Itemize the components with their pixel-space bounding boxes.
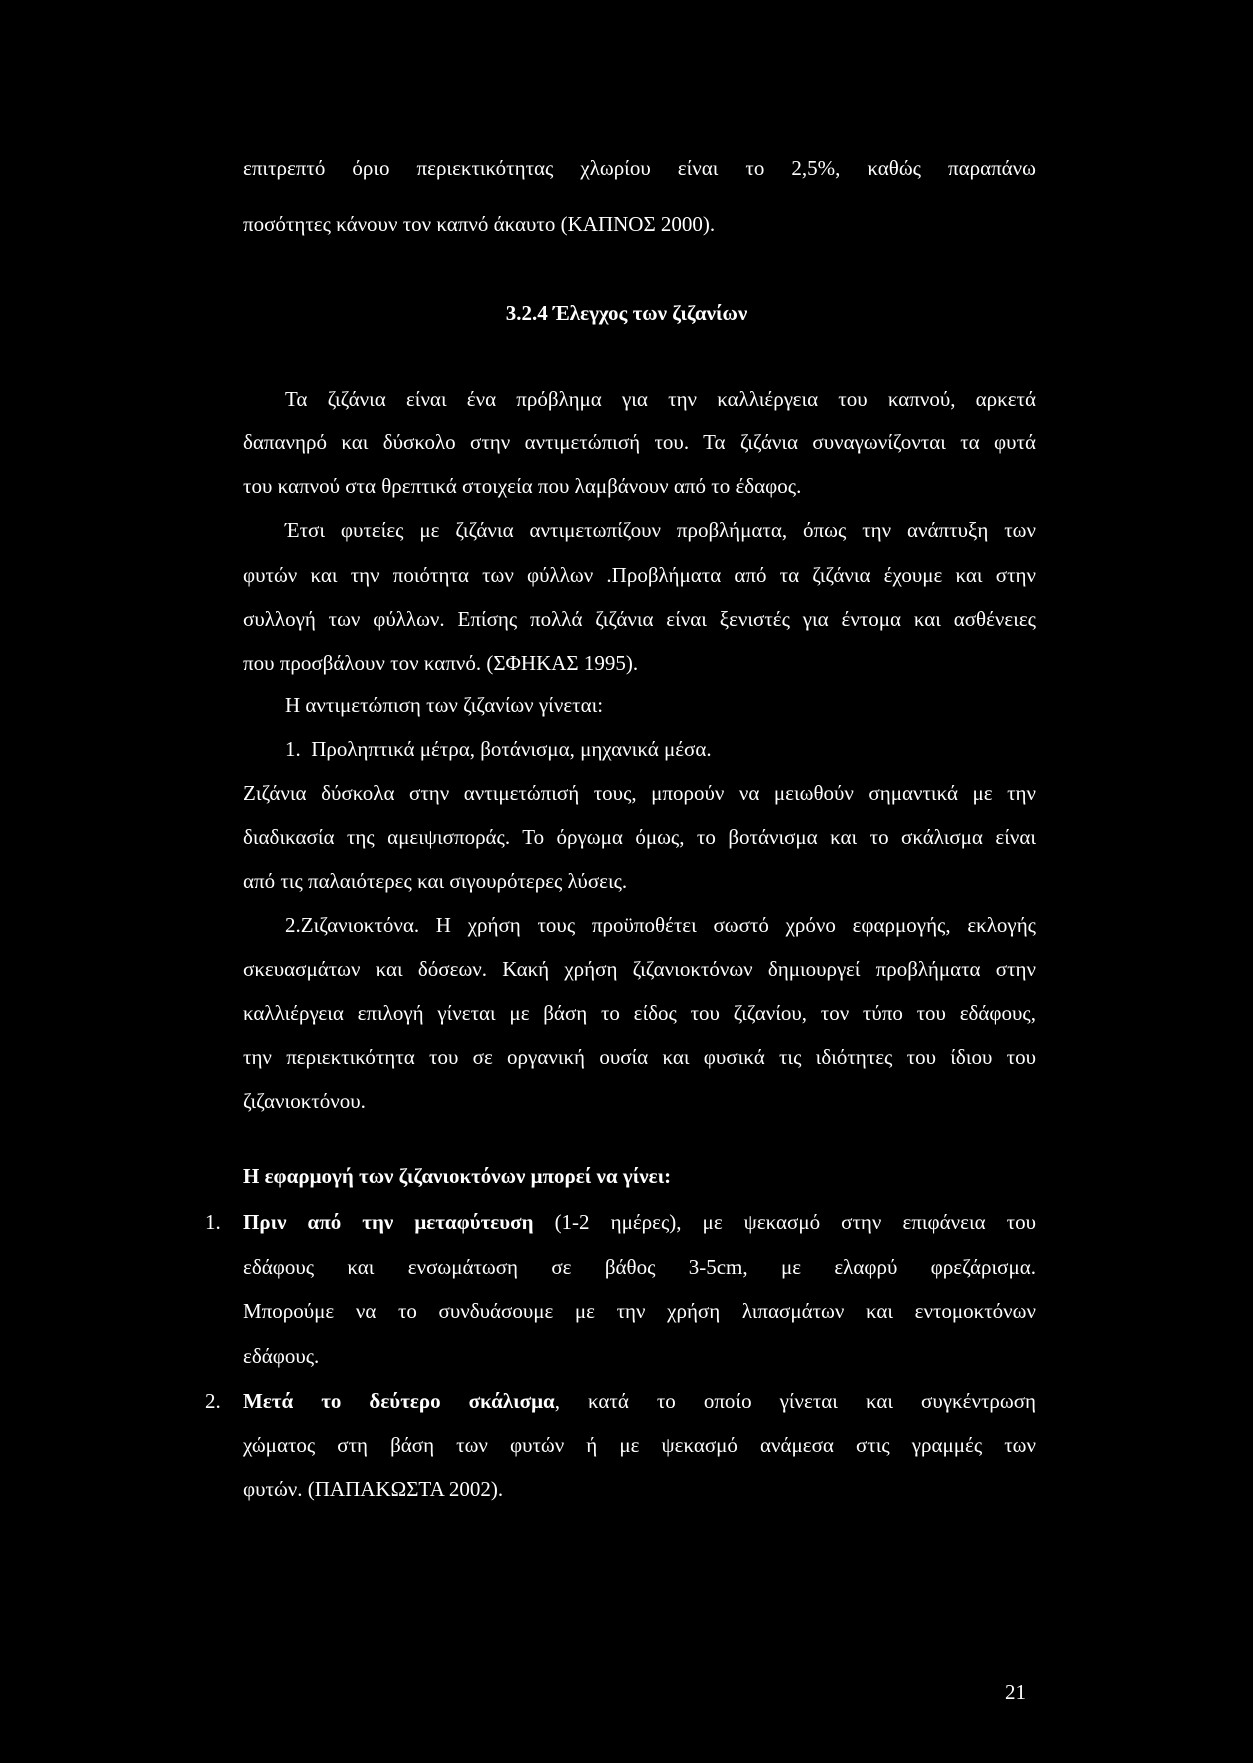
list-item-1-line2: εδάφους και ενσωμάτωση σε βάθος 3-5cm, με ελαφρύ φρεζάρισμα. — [243, 1255, 1036, 1279]
list-item-1-line1-rest: (1-2 ημέρες), με ψεκασμό στην επιφάνεια του — [533, 1210, 1036, 1234]
paragraph1-line2: ποσότητες κάνουν τον καπνό άκαυτο (ΚΑΠΝΟΣ 2000). — [243, 212, 716, 236]
page-number: 21 — [1005, 1680, 1026, 1704]
paragraph4-line1: Ζιζάνια δύσκολα στην αντιμετώπισή τους, μπορούν να μειωθούν σημαντικά με την — [243, 781, 1036, 805]
list-item-1-line4: εδάφους. — [243, 1344, 320, 1368]
paragraph2-line1 — [243, 387, 1036, 412]
list-item-2-line2: χώματος στη βάση των φυτών ή με ψεκασμό ανάμεσα στις γραμμές των — [243, 1433, 1036, 1457]
paragraph2-line3: του καπνού στα θρεπτικά στοιχεία που λαμβάνουν από το έδαφος. — [243, 474, 802, 498]
list-item-1-line1 — [243, 1210, 1036, 1235]
paragraph3-line3: συλλογή των φύλλων. Επίσης πολλά ζιζάνια είναι ξενιστές για έντομα και ασθένειες — [243, 607, 1036, 631]
paragraph3-line4: που προσβάλουν τον καπνό. (ΣΦΗΚΑΣ 1995). — [243, 651, 639, 675]
list-item-2-line1 — [243, 1389, 1036, 1414]
paragraph5-line1: 2.Ζιζανιοκτόνα. Η χρήση τους προϋποθέτει σωστό χρόνο εφαρμογής, εκλογής — [285, 913, 1036, 937]
list-item-1-line3: Μπορούμε να το συνδυάσουμε με την χρήση λιπασμάτων και εντομοκτόνων — [243, 1299, 1036, 1323]
paragraph4-line3: από τις παλαιότερες και σιγουρότερες λύσεις. — [243, 869, 628, 893]
list-item-2-line1-rest: , κατά το οποίο γίνεται και συγκέντρωση — [554, 1389, 1036, 1413]
treatment-intro: Η αντιμετώπιση των ζιζανίων γίνεται: — [285, 693, 604, 717]
list-item-2-number: 2. — [205, 1389, 221, 1413]
list-item-2-line3: φυτών. (ΠΑΠΑΚΩΣΤΑ 2002). — [243, 1477, 504, 1501]
list-item-2-bold: Μετά το δεύτερο σκάλισμα — [243, 1389, 555, 1413]
paragraph5-line3: καλλιέργεια επιλογή γίνεται με βάση το είδος του ζιζανίου, τον τύπο του εδάφους, — [243, 1001, 1036, 1025]
paragraph5-line5: ζιζανιοκτόνου. — [243, 1089, 366, 1113]
paragraph2-line1-text: Τα ζιζάνια είναι ένα πρόβλημα για την καλλιέργεια του καπνού, αρκετά — [285, 387, 1036, 411]
paragraph3-line1: Έτσι φυτείες με ζιζάνια αντιμετωπίζουν προβλήματα, όπως την ανάπτυξη των — [285, 518, 1036, 542]
paragraph4-line2: διαδικασία της αμειψισποράς. Το όργωμα όμως, το βοτάνισμα και το σκάλισμα είναι — [243, 825, 1036, 849]
paragraph3-line2: φυτών και την ποιότητα των φύλλων .Προβλήματα από τα ζιζάνια έχουμε και στην — [243, 563, 1036, 587]
paragraph5-line2: σκευασμάτων και δόσεων. Κακή χρήση ζιζανιοκτόνων δημιουργεί προβλήματα στην — [243, 957, 1036, 981]
section-heading: 3.2.4 Έλεγχος των ζιζανίων — [505, 301, 748, 325]
list-item-1-number: 1. — [205, 1210, 221, 1234]
paragraph2-line2: δαπανηρό και δύσκολο στην αντιμετώπισή του. Τα ζιζάνια συναγωνίζονται τα φυτά — [243, 430, 1036, 454]
method1-item: 1. Προληπτικά μέτρα, βοτάνισμα, μηχανικά μέσα. — [285, 737, 712, 761]
list-item-1-bold: Πριν από την μεταφύτευση — [243, 1210, 534, 1234]
paragraph5-line4: την περιεκτικότητα του σε οργανική ουσία και φυσικά τις ιδιότητες του ίδιου του — [243, 1045, 1036, 1069]
paragraph1-line1: επιτρεπτό όριο περιεκτικότητας χλωρίου είναι το 2,5%, καθώς παραπάνω — [243, 156, 1036, 180]
application-heading: Η εφαρμογή των ζιζανιοκτόνων μπορεί να γίνει: — [243, 1164, 672, 1188]
